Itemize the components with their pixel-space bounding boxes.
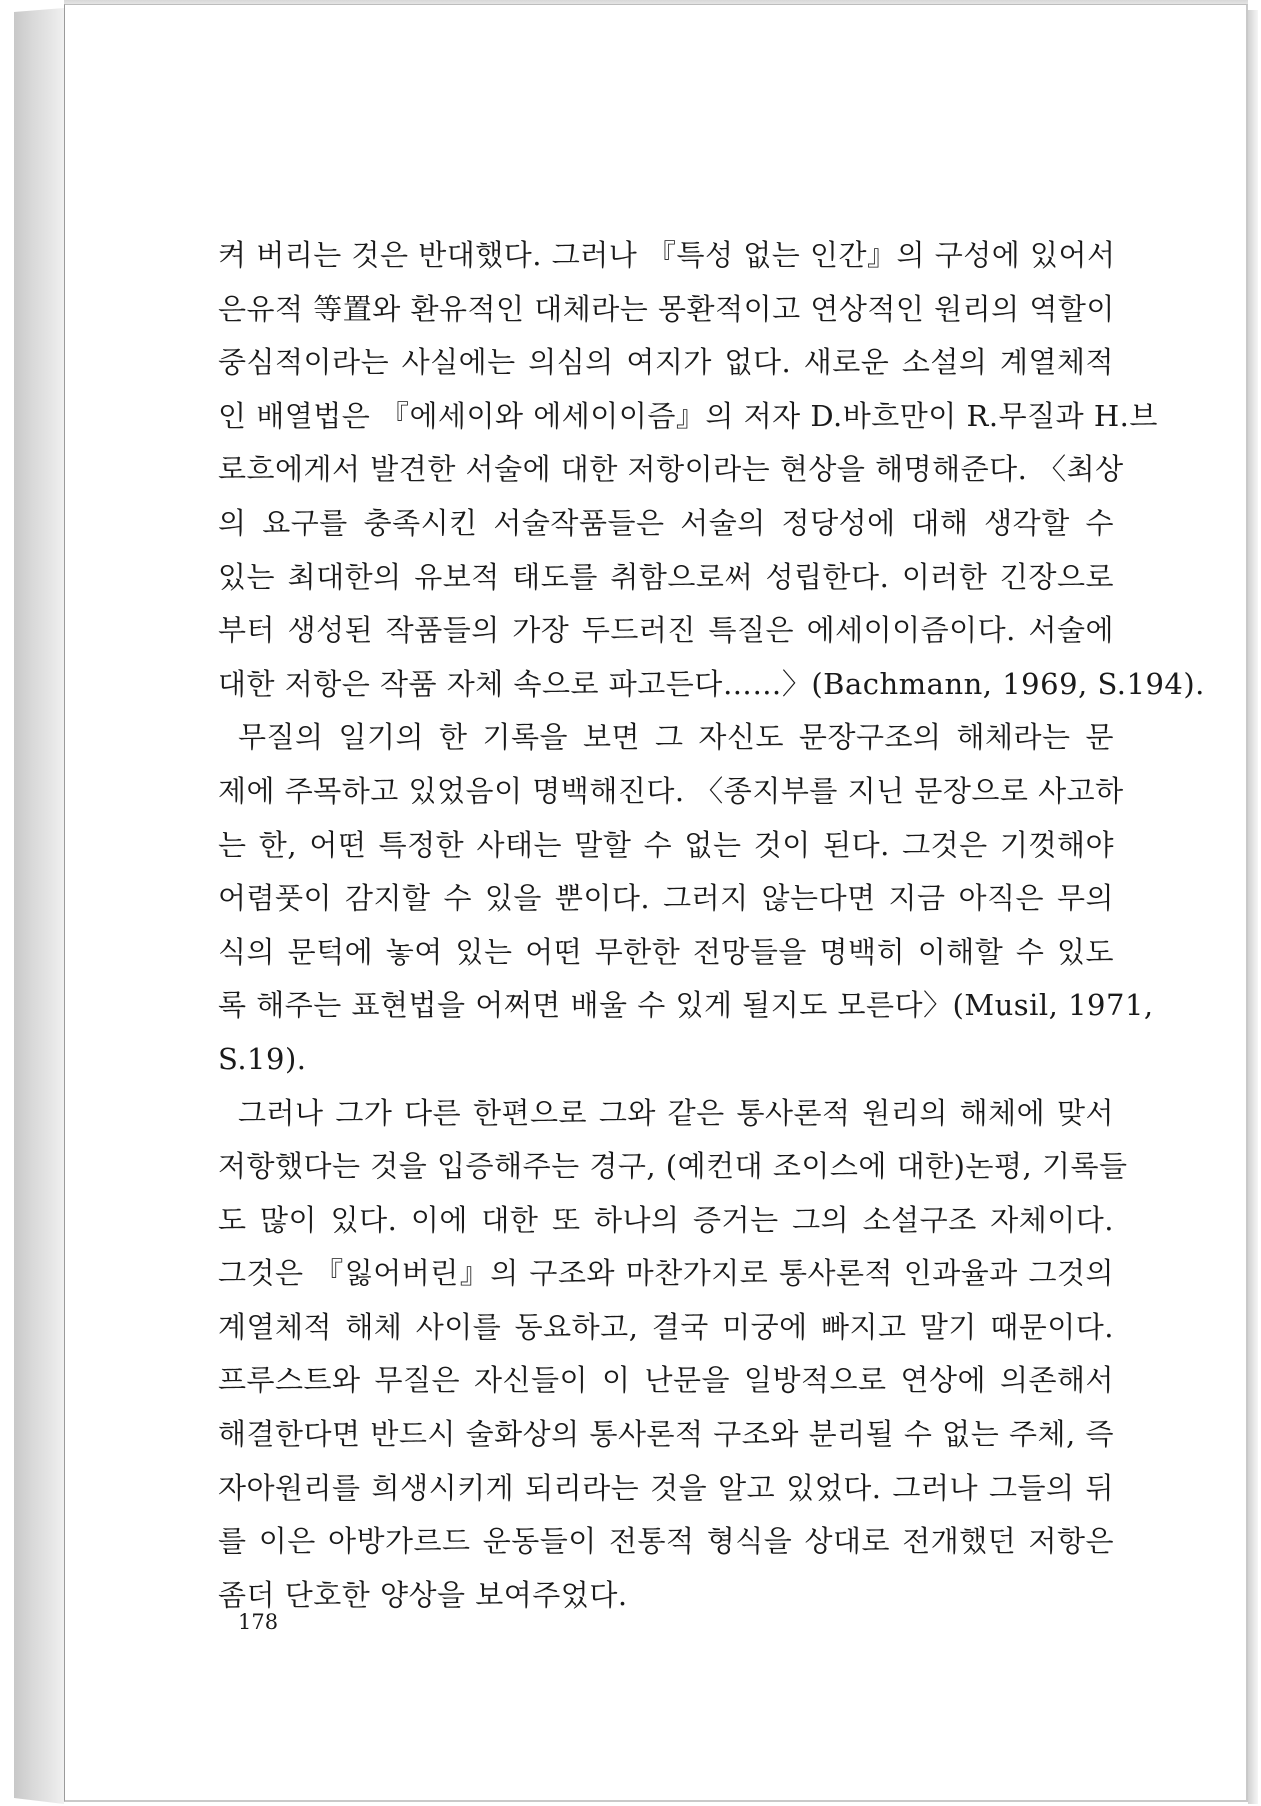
body-text bbox=[218, 229, 1205, 1622]
text-line: 좀더 단호한 양상을 보여주었다. bbox=[218, 1577, 628, 1612]
text-line: 도 많이 있다. 이에 대한 또 하나의 증거는 그의 소설구조 자체이다. bbox=[218, 1202, 1114, 1237]
paragraph bbox=[218, 1087, 1128, 1623]
text-line: 어렴풋이 감지할 수 있을 뿐이다. 그러지 않는다면 지금 아직은 무의 bbox=[218, 881, 1114, 916]
text-line: 는 한, 어떤 특정한 사태는 말할 수 없는 것이 된다. 그것은 기껏해야 bbox=[218, 827, 1114, 862]
text-line: 무질의 일기의 한 기록을 보면 그 자신도 문장구조의 해체라는 문 bbox=[238, 720, 1114, 755]
text-line: 해결한다면 반드시 술화상의 통사론적 구조와 분리될 수 없는 주체, 즉 bbox=[218, 1417, 1114, 1452]
paragraph bbox=[218, 229, 1205, 711]
text-line: 그러나 그가 다른 한편으로 그와 같은 통사론적 원리의 해체에 맞서 bbox=[238, 1095, 1114, 1130]
text-line: 중심적이라는 사실에는 의심의 여지가 없다. 새로운 소설의 계열체적 bbox=[218, 345, 1114, 380]
text-line: 은유적 等置와 환유적인 대체라는 몽환적이고 연상적인 원리의 역할이 bbox=[218, 291, 1115, 326]
text-line: 그것은 『잃어버린』의 구조와 마찬가지로 통사론적 인과율과 그것의 bbox=[218, 1256, 1114, 1291]
text-line: 부터 생성된 작품들의 가장 두드러진 특질은 에세이이즘이다. 서술에 bbox=[218, 613, 1114, 648]
text-line: 의 요구를 충족시킨 서술작품들은 서술의 정당성에 대해 생각할 수 bbox=[218, 505, 1114, 540]
book-spine-edge bbox=[14, 8, 64, 1804]
text-line: 인 배열법은 『에세이와 에세이이즘』의 저자 D.바흐만이 R.무질과 H.브 bbox=[218, 398, 1158, 433]
text-line: 저항했다는 것을 입증해주는 경구, (예컨대 조이스에 대한)논평, 기록들 bbox=[218, 1149, 1128, 1184]
text-line: 로흐에게서 발견한 서술에 대한 저항이라는 현상을 해명해준다. 〈최상 bbox=[218, 452, 1124, 487]
text-line: 록 해주는 표현법을 어쩌면 배울 수 있게 될지도 모른다〉(Musil, 1971, bbox=[218, 988, 1154, 1023]
text-line: 켜 버리는 것은 반대했다. 그러나 『특성 없는 인간』의 구성에 있어서 bbox=[218, 238, 1116, 272]
text-line: 자아원리를 희생시키게 되리라는 것을 알고 있었다. 그러나 그들의 뒤 bbox=[218, 1470, 1114, 1505]
paragraph bbox=[218, 711, 1154, 1086]
text-line: 있는 최대한의 유보적 태도를 취함으로써 성립한다. 이러한 긴장으로 bbox=[218, 559, 1114, 594]
text-line: 대한 저항은 작품 자체 속으로 파고든다……〉(Bachmann, 1969, S.194). bbox=[218, 666, 1205, 701]
page-number: 178 bbox=[238, 1610, 279, 1634]
text-line: 제에 주목하고 있었음이 명백해진다. 〈종지부를 지닌 문장으로 사고하 bbox=[218, 773, 1124, 808]
page-edge-shadow bbox=[1248, 10, 1258, 1804]
text-line: 계열체적 해체 사이를 동요하고, 결국 미궁에 빠지고 말기 때문이다. bbox=[218, 1309, 1114, 1344]
text-line: 프루스트와 무질은 자신들이 이 난문을 일방적으로 연상에 의존해서 bbox=[218, 1363, 1114, 1398]
text-line: 식의 문턱에 놓여 있는 어떤 무한한 전망들을 명백히 이해할 수 있도 bbox=[218, 934, 1114, 969]
text-line: S.19). bbox=[218, 1041, 307, 1076]
text-line: 를 이은 아방가르드 운동들이 전통적 형식을 상대로 전개했던 저항은 bbox=[218, 1524, 1114, 1559]
